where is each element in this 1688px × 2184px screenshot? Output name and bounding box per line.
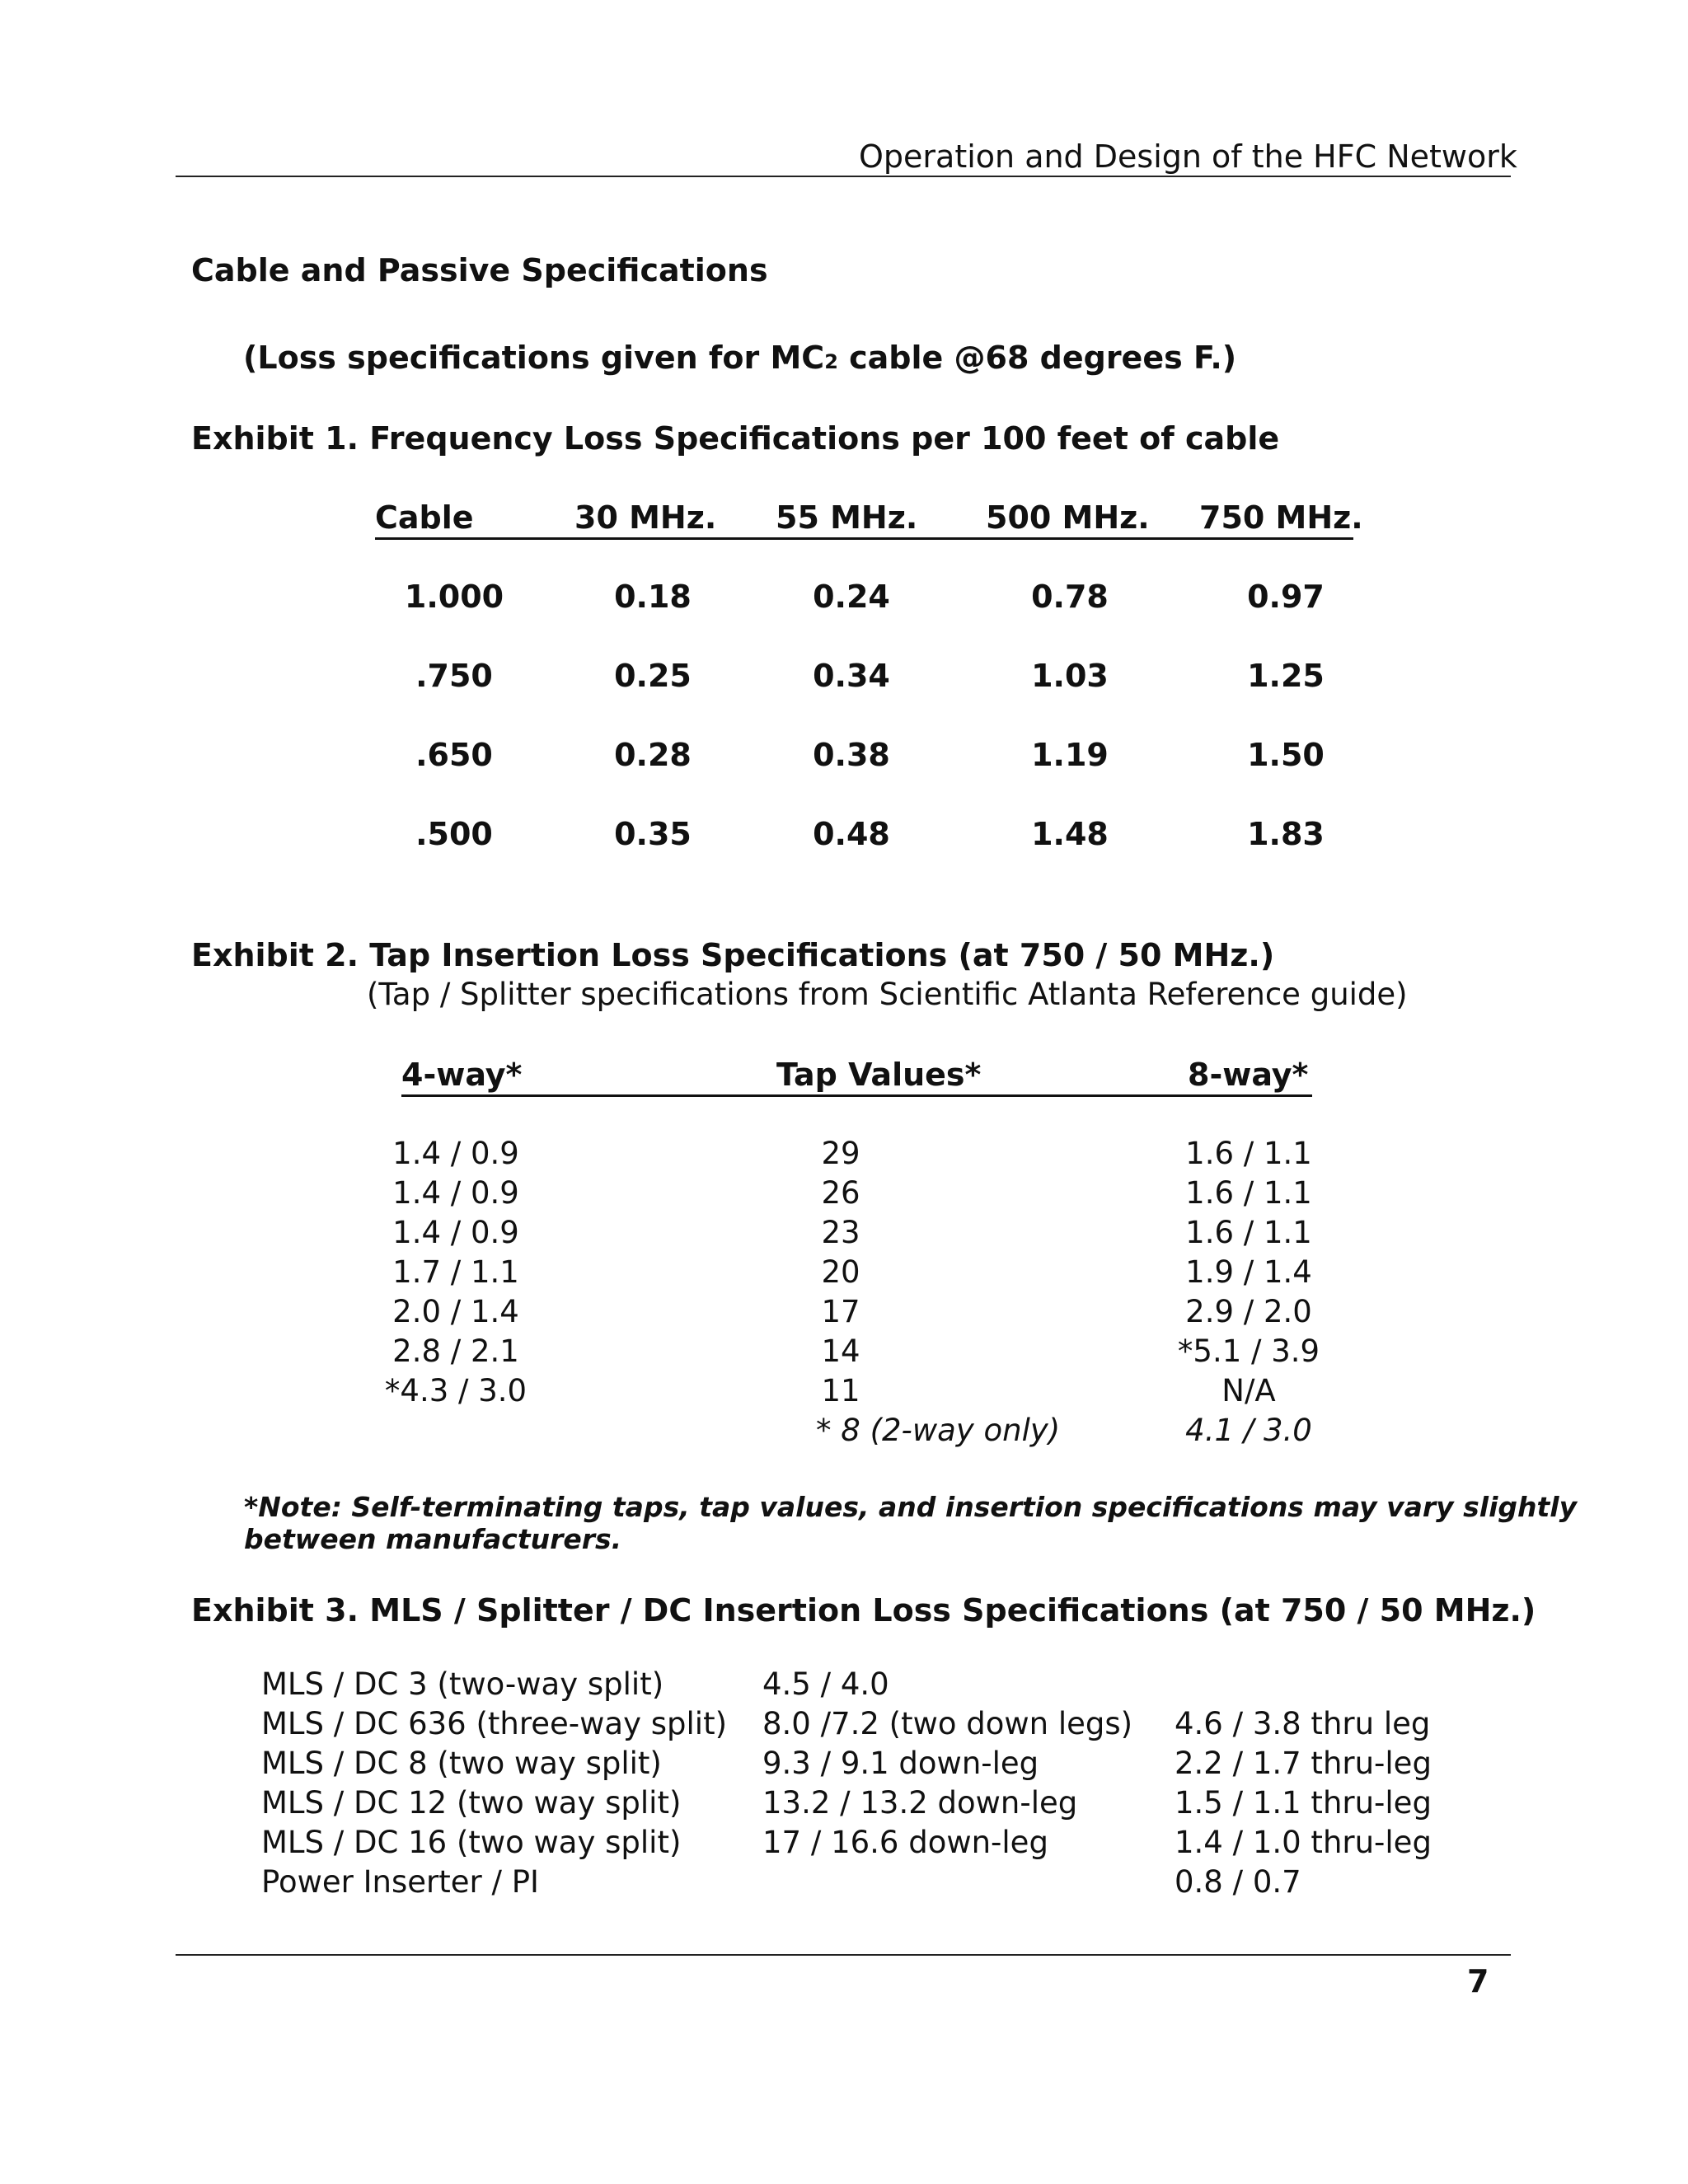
- loss-note-post: cable @68 degrees F.): [837, 340, 1237, 376]
- exhibit3-cell-device: Power Inserter / PI: [261, 1864, 539, 1900]
- exhibit2-cell-tap-value: * 8 (2-way only): [816, 1413, 1061, 1448]
- exhibit2-cell-tap-value: 17: [821, 1294, 860, 1329]
- loss-note-subscript: 2: [824, 350, 838, 373]
- exhibit3-cell-device: MLS / DC 3 (two-way split): [261, 1666, 664, 1702]
- exhibit2-cell-4way: 2.8 / 2.1: [392, 1333, 519, 1369]
- exhibit1-cell-30mhz: 0.25: [614, 658, 692, 694]
- exhibit2-cell-tap-value: 29: [821, 1136, 860, 1171]
- exhibit1-header-underline: [375, 537, 1353, 540]
- footer-rule: [176, 1954, 1511, 1956]
- exhibit1-title: Exhibit 1. Frequency Loss Specifications per 100 feet of cable: [191, 420, 1280, 457]
- exhibit2-cell-8way: 1.6 / 1.1: [1185, 1175, 1312, 1211]
- exhibit2-cell-8way: 1.9 / 1.4: [1185, 1254, 1312, 1290]
- page-number: 7: [1467, 1963, 1489, 1999]
- exhibit2-title: Exhibit 2. Tap Insertion Loss Specifications (at 750 / 50 MHz.): [191, 937, 1275, 973]
- exhibit1-cell-cable: 1.000: [404, 579, 504, 615]
- exhibit2-col-4way: 4-way*: [401, 1057, 523, 1093]
- exhibit2-cell-8way: 2.9 / 2.0: [1185, 1294, 1312, 1329]
- section-title: Cable and Passive Specifications: [191, 252, 768, 288]
- exhibit3-title: Exhibit 3. MLS / Splitter / DC Insertion Loss Specifications (at 750 / 50 MHz.): [191, 1592, 1536, 1629]
- exhibit2-cell-4way: 2.0 / 1.4: [392, 1294, 519, 1329]
- exhibit2-col-8way: 8-way*: [1188, 1057, 1309, 1093]
- exhibit2-cell-8way: N/A: [1221, 1373, 1276, 1408]
- exhibit1-col-cable: Cable: [375, 499, 474, 536]
- running-header: Operation and Design of the HFC Network: [859, 138, 1517, 175]
- exhibit1-cell-cable: .750: [415, 658, 493, 694]
- exhibit1-col-30mhz: 30 MHz.: [574, 499, 717, 536]
- exhibit3-cell-device: MLS / DC 12 (two way split): [261, 1785, 682, 1821]
- exhibit1-cell-30mhz: 0.18: [614, 579, 692, 615]
- exhibit1-col-750mhz: 750 MHz.: [1199, 499, 1363, 536]
- exhibit1-cell-750mhz: 0.97: [1247, 579, 1325, 615]
- exhibit3-cell-down-leg-loss: 13.2 / 13.2 down-leg: [762, 1785, 1078, 1821]
- exhibit3-cell-device: MLS / DC 8 (two way split): [261, 1746, 662, 1781]
- exhibit2-cell-tap-value: 11: [821, 1373, 860, 1408]
- exhibit2-cell-8way: *5.1 / 3.9: [1177, 1333, 1320, 1369]
- exhibit2-cell-tap-value: 14: [821, 1333, 860, 1369]
- exhibit3-cell-down-leg-loss: 9.3 / 9.1 down-leg: [762, 1746, 1039, 1781]
- exhibit1-cell-750mhz: 1.25: [1247, 658, 1325, 694]
- exhibit1-cell-500mhz: 0.78: [1031, 579, 1109, 615]
- exhibit2-cell-tap-value: 20: [821, 1254, 860, 1290]
- exhibit3-cell-down-leg-loss: 4.5 / 4.0: [762, 1666, 889, 1702]
- exhibit1-cell-cable: .500: [415, 816, 493, 852]
- exhibit2-cell-4way: 1.4 / 0.9: [392, 1175, 519, 1211]
- exhibit2-cell-4way: 1.4 / 0.9: [392, 1136, 519, 1171]
- exhibit2-cell-tap-value: 26: [821, 1175, 860, 1211]
- exhibit1-cell-55mhz: 0.34: [813, 658, 890, 694]
- exhibit3-cell-thru-leg-loss: 0.8 / 0.7: [1175, 1864, 1301, 1900]
- exhibit2-subtitle: (Tap / Splitter specifications from Scientific Atlanta Reference guide): [367, 977, 1408, 1012]
- exhibit3-cell-device: MLS / DC 16 (two way split): [261, 1825, 682, 1860]
- exhibit1-cell-55mhz: 0.38: [813, 737, 890, 773]
- loss-note: [243, 340, 1236, 376]
- exhibit2-header-underline: [401, 1094, 1312, 1097]
- exhibit3-cell-thru-leg-loss: 1.5 / 1.1 thru-leg: [1175, 1785, 1432, 1821]
- exhibit1-cell-55mhz: 0.48: [813, 816, 890, 852]
- exhibit2-cell-4way: 1.7 / 1.1: [392, 1254, 519, 1290]
- exhibit1-col-500mhz: 500 MHz.: [986, 499, 1150, 536]
- exhibit1-cell-55mhz: 0.24: [813, 579, 890, 615]
- exhibit3-cell-thru-leg-loss: 2.2 / 1.7 thru-leg: [1175, 1746, 1432, 1781]
- exhibit1-col-55mhz: 55 MHz.: [776, 499, 918, 536]
- exhibit1-cell-750mhz: 1.50: [1247, 737, 1325, 773]
- exhibit1-cell-500mhz: 1.48: [1031, 816, 1109, 852]
- exhibit1-cell-cable: .650: [415, 737, 493, 773]
- exhibit3-cell-thru-leg-loss: 1.4 / 1.0 thru-leg: [1175, 1825, 1432, 1860]
- exhibit2-col-tap-values: Tap Values*: [776, 1057, 982, 1093]
- exhibit1-cell-500mhz: 1.03: [1031, 658, 1109, 694]
- exhibit1-cell-30mhz: 0.35: [614, 816, 692, 852]
- exhibit2-note-line1: *Note: Self-terminating taps, tap values, and insertion specifications may vary slightly: [244, 1491, 1578, 1523]
- exhibit1-cell-30mhz: 0.28: [614, 737, 692, 773]
- exhibit1-cell-750mhz: 1.83: [1247, 816, 1325, 852]
- loss-note-pre: (Loss specifications given for MC: [243, 340, 825, 376]
- exhibit2-cell-8way: 1.6 / 1.1: [1185, 1215, 1312, 1250]
- exhibit3-cell-down-leg-loss: 17 / 16.6 down-leg: [762, 1825, 1048, 1860]
- exhibit2-cell-tap-value: 23: [821, 1215, 860, 1250]
- exhibit3-cell-down-leg-loss: 8.0 /7.2 (two down legs): [762, 1706, 1133, 1741]
- exhibit2-cell-4way: 1.4 / 0.9: [392, 1215, 519, 1250]
- exhibit3-cell-thru-leg-loss: 4.6 / 3.8 thru leg: [1175, 1706, 1431, 1741]
- exhibit2-cell-4way: *4.3 / 3.0: [384, 1373, 528, 1408]
- exhibit2-cell-8way: 4.1 / 3.0: [1185, 1413, 1312, 1448]
- exhibit3-cell-device: MLS / DC 636 (three-way split): [261, 1706, 728, 1741]
- exhibit2-note-line2: between manufacturers.: [244, 1523, 622, 1555]
- exhibit2-cell-8way: 1.6 / 1.1: [1185, 1136, 1312, 1171]
- exhibit1-cell-500mhz: 1.19: [1031, 737, 1109, 773]
- header-rule: [176, 176, 1511, 177]
